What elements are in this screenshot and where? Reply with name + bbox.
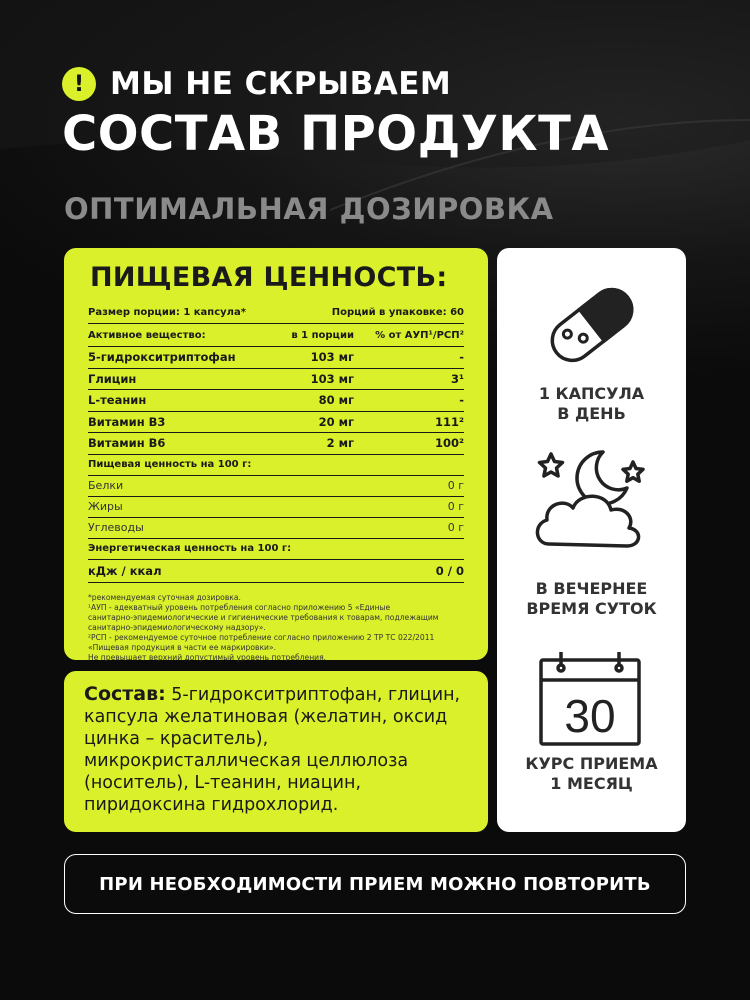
footnote: санитарно-эпидемиологическому надзору». (88, 622, 266, 632)
col-substance: Активное вещество: (88, 329, 206, 341)
time-line1: В ВЕЧЕРНЕЕ (535, 579, 648, 598)
table-row (88, 347, 464, 369)
table-header-row (88, 324, 464, 347)
active-percent: 100² (434, 436, 464, 451)
composition-panel (64, 671, 488, 832)
energy-row (88, 560, 464, 583)
nutrient-name: Жиры (88, 500, 123, 513)
footnote: ¹АУП - адекватный уровень потребления согласно приложению 5 «Единые (88, 602, 391, 612)
active-name: L-теанин (88, 393, 147, 408)
active-percent: - (459, 393, 464, 408)
nutrient-value: 0 г (447, 500, 464, 513)
active-amount: 103 мг (310, 350, 354, 365)
calendar-number: 30 (564, 690, 616, 742)
col-percent: % от АУП¹/РСП² (375, 329, 464, 341)
col-per-serving: в 1 порции (291, 329, 354, 341)
nutrient-value: 0 г (447, 479, 464, 492)
table-row (88, 369, 464, 391)
active-amount: 2 мг (326, 436, 354, 451)
active-name: Глицин (88, 371, 137, 386)
energy-value: 0 / 0 (435, 563, 464, 578)
footnote: Не превышает верхний допустимый уровень потребления. (88, 652, 327, 662)
nutrition-title: ПИЩЕВАЯ ЦЕННОСТЬ: (90, 262, 448, 293)
active-name: Витамин В6 (88, 436, 166, 451)
footnote: *рекомендуемая суточная дозировка. (88, 592, 241, 602)
active-amount: 20 мг (318, 414, 354, 429)
nutrient-name: Белки (88, 479, 124, 492)
capsule-icon (539, 272, 645, 378)
serving-row (88, 301, 464, 324)
active-percent: - (459, 350, 464, 365)
active-amount: 80 мг (318, 393, 354, 408)
headline-line1: МЫ НЕ СКРЫВАЕМ (110, 66, 452, 102)
energy-label: кДж / ккал (88, 563, 162, 578)
active-name: 5-гидрокситриптофан (88, 350, 236, 365)
footnotes (88, 593, 464, 663)
table-row (88, 518, 464, 539)
exclamation-icon: ! (62, 67, 96, 101)
time-text (497, 579, 686, 619)
dose-line1: 1 КАПСУЛА (538, 384, 645, 403)
composition-label: Состав: (84, 683, 166, 705)
active-percent: 3¹ (450, 371, 464, 386)
footnote: ²РСП - рекомендуемое суточное потребление согласно приложению 2 ТР ТС 022/2011 (88, 632, 435, 642)
calendar-icon (535, 646, 645, 750)
moon-cloud-stars-icon (527, 444, 657, 564)
active-amount: 103 мг (310, 371, 354, 386)
nutrition-panel (64, 248, 488, 660)
dose-line2: В ДЕНЬ (557, 404, 626, 423)
table-row (88, 390, 464, 412)
header (62, 66, 609, 162)
headline-line2: СОСТАВ ПРОДУКТА (62, 106, 609, 162)
course-text (497, 754, 686, 794)
per100-title: Пищевая ценность на 100 г: (88, 459, 252, 470)
nutrient-value: 0 г (447, 521, 464, 534)
serving-size: Размер порции: 1 капсула* (88, 306, 246, 318)
per100-header (88, 455, 464, 476)
table-row (88, 476, 464, 497)
course-line2: 1 МЕСЯЦ (550, 774, 633, 793)
energy-title: Энергетическая ценность на 100 г: (88, 543, 292, 554)
table-row (88, 433, 464, 455)
dosage-panel (497, 248, 686, 832)
composition-text: 5-гидрокситриптофан, глицин, капсула желатиновая (желатин, оксид цинка – краситель), микрокристаллическая целлюлоза (носитель), L-теанин, ниацин, пиридоксина гидрохлорид. (84, 685, 461, 815)
footnote: «Пищевая продукция в части ее маркировки». (88, 642, 277, 652)
time-line2: ВРЕМЯ СУТОК (526, 599, 657, 618)
repeat-intake-button[interactable]: ПРИ НЕОБХОДИМОСТИ ПРИЕМ МОЖНО ПОВТОРИТЬ (64, 854, 686, 914)
table-row (88, 497, 464, 518)
nutrient-name: Углеводы (88, 521, 144, 534)
table-row (88, 412, 464, 434)
course-line1: КУРС ПРИЕМА (525, 754, 658, 773)
servings-per-pack: Порций в упаковке: 60 (331, 306, 464, 318)
active-name: Витамин В3 (88, 414, 166, 429)
active-percent: 111² (434, 414, 464, 429)
subtitle: ОПТИМАЛЬНАЯ ДОЗИРОВКА (64, 192, 554, 226)
energy-header (88, 539, 464, 560)
footnote: санитарно-эпидемиологические и гигиенические требования к товарам, подлежащим (88, 612, 439, 622)
dose-text (497, 384, 686, 424)
